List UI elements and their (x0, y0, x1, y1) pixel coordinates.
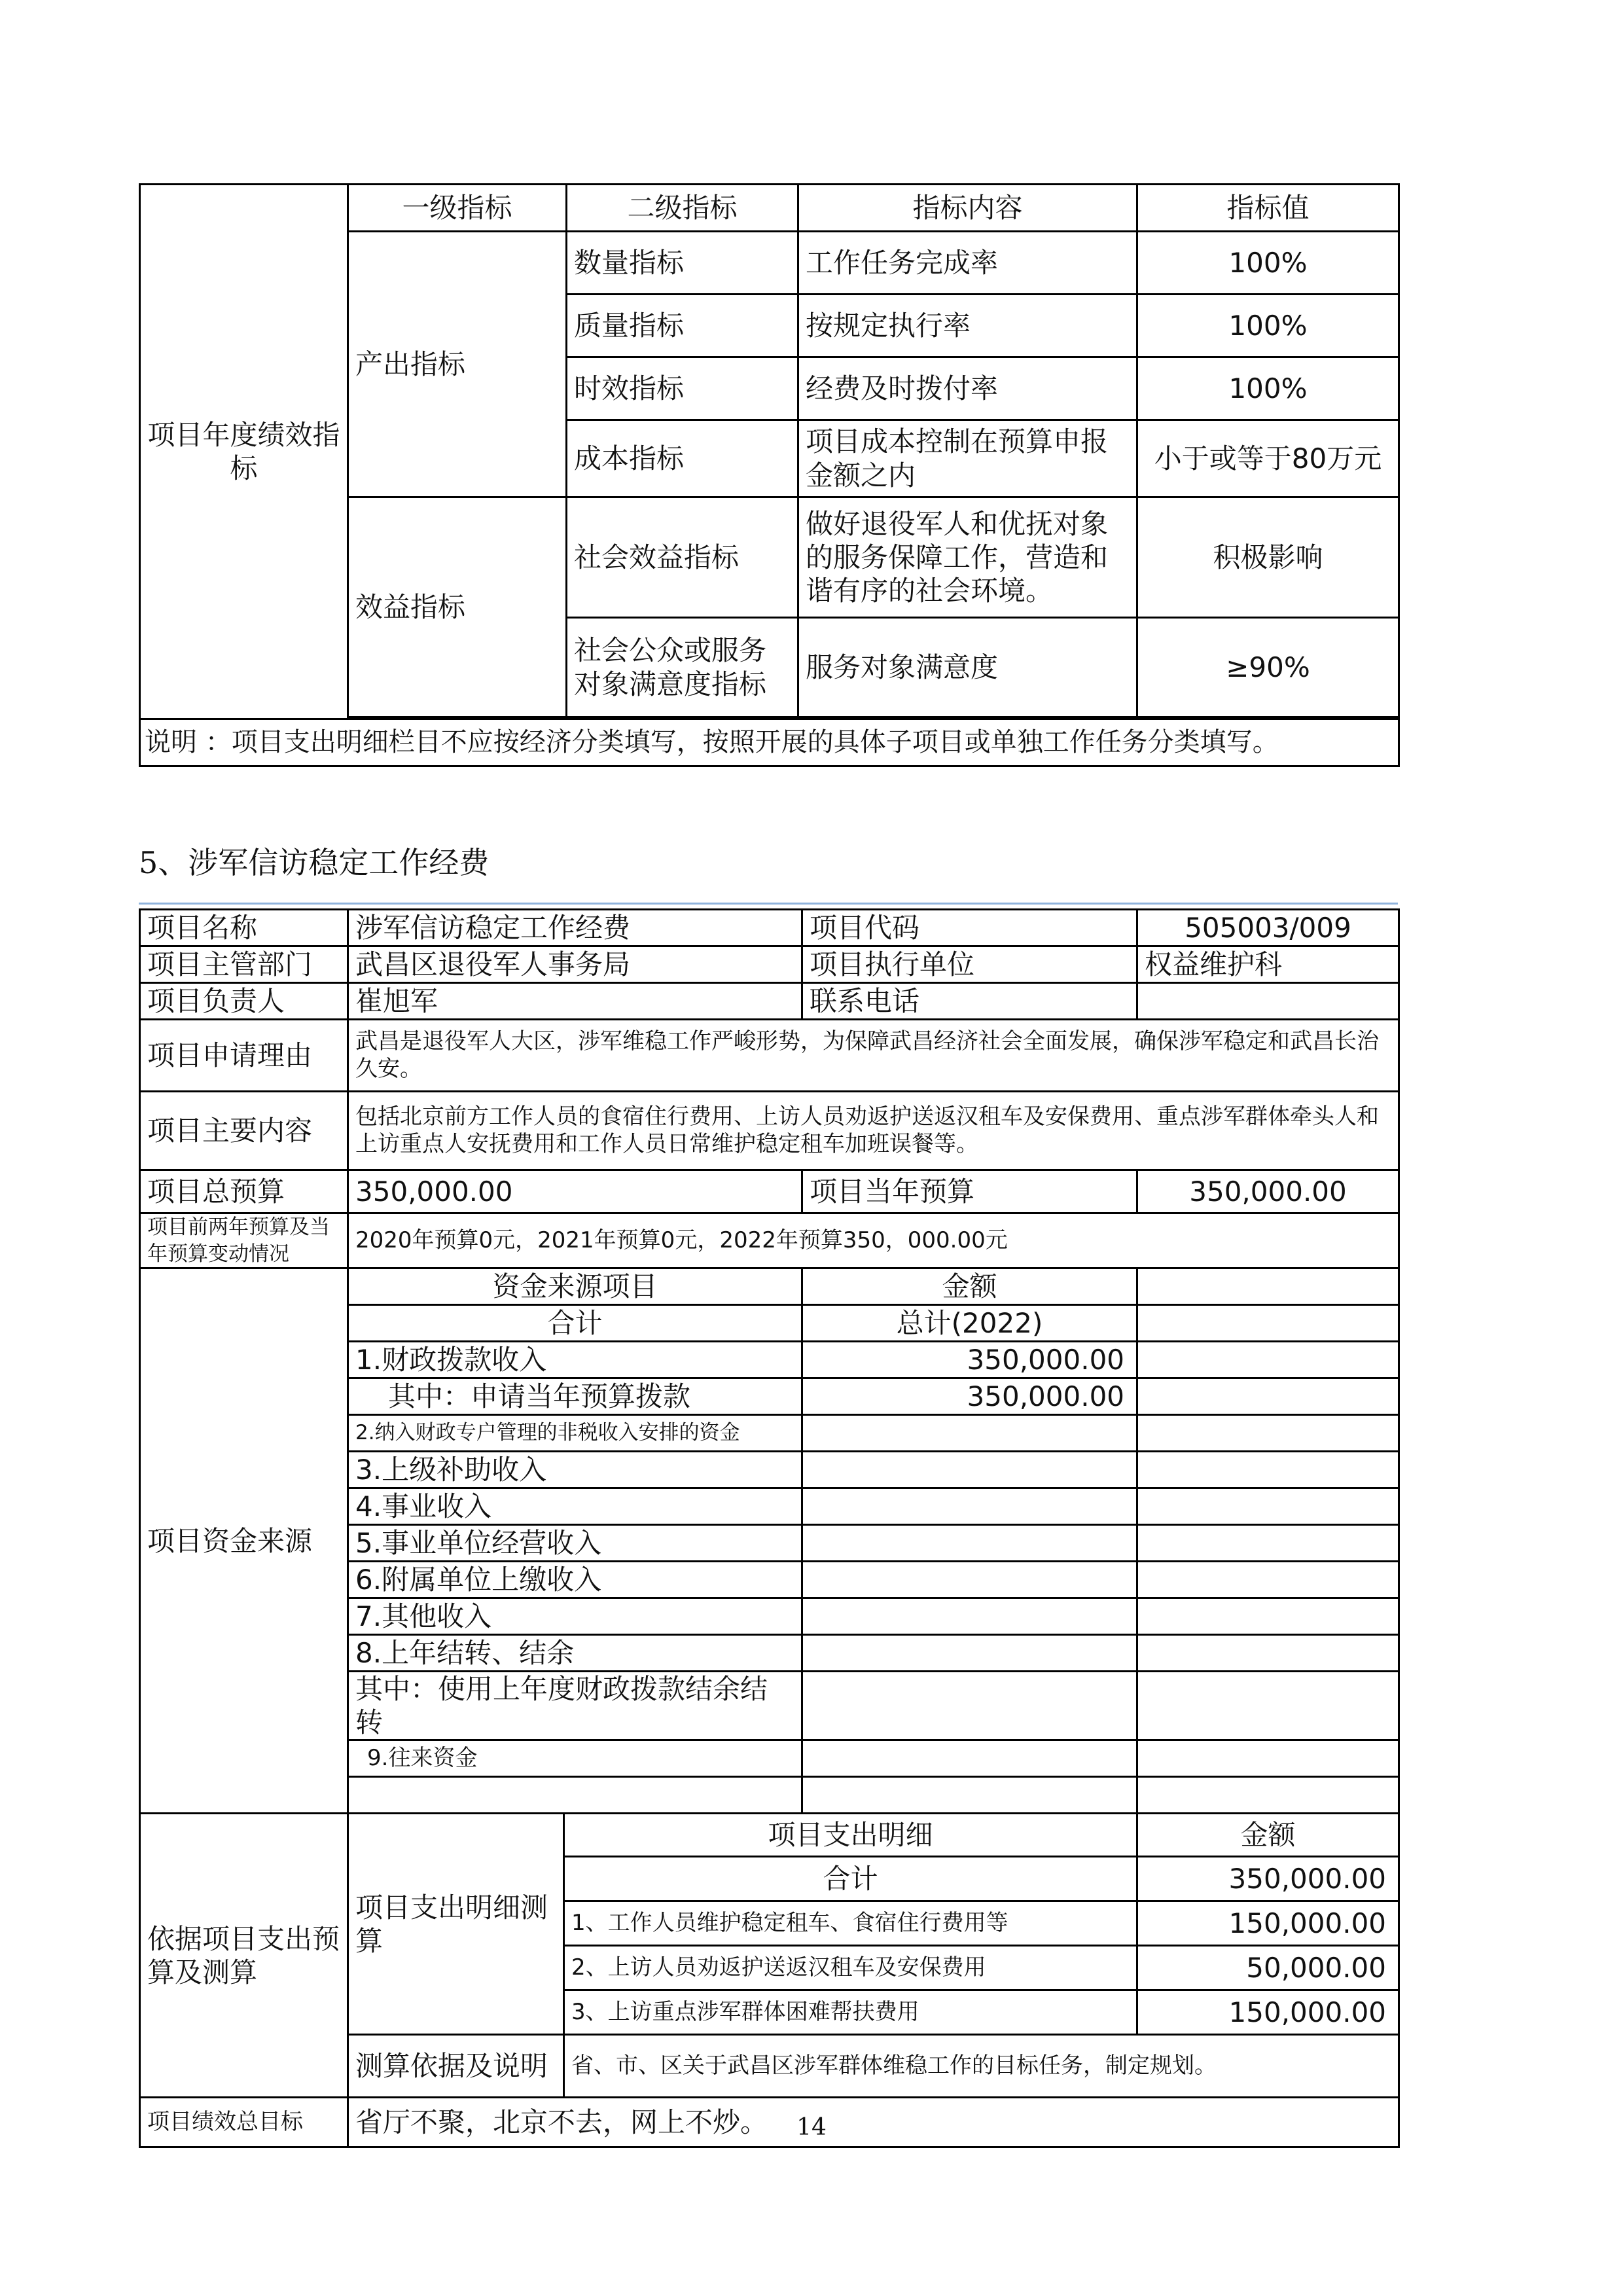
project-table (139, 908, 1400, 2148)
detail-label: 项目支出明细测算 (348, 1814, 564, 2035)
dept-label: 项目主管部门 (140, 946, 348, 983)
benefit-content: 做好退役军人和优抚对象的服务保障工作，营造和谐有序的社会环境。 (798, 497, 1137, 618)
funding-row-amount (802, 1488, 1137, 1525)
current-label: 项目当年预算 (802, 1170, 1137, 1213)
benefit-group-label: 效益指标 (348, 497, 567, 717)
funding-row-label: 7.其他收入 (348, 1598, 802, 1635)
output-content: 按规定执行率 (798, 295, 1137, 357)
total-label: 项目总预算 (140, 1170, 348, 1213)
funding-row-amount (802, 1777, 1137, 1814)
funding-row-label: 2.纳入财政专户管理的非税收入安排的资金 (348, 1415, 802, 1452)
benefit-level2: 社会公众或服务对象满意度指标 (567, 618, 798, 717)
benefit-value: 积极影响 (1137, 497, 1399, 618)
benefit-content: 服务对象满意度 (798, 618, 1137, 717)
funding-row-amount (802, 1525, 1137, 1562)
detail-amount-header: 金额 (1137, 1814, 1399, 1857)
header-level2: 二级指标 (567, 185, 798, 232)
funding-row-label (348, 1777, 802, 1814)
detail-header: 项目支出明细 (564, 1814, 1137, 1857)
name-label: 项目名称 (140, 910, 348, 946)
total-value: 350,000.00 (348, 1170, 802, 1213)
prev-label: 项目前两年预算及当年预算变动情况 (140, 1213, 348, 1268)
page-number: 14 (796, 2114, 827, 2141)
funding-row-label: 5.事业单位经营收入 (348, 1525, 802, 1562)
output-value: 100% (1137, 295, 1399, 357)
benefit-level2: 社会效益指标 (567, 497, 798, 618)
content-label: 项目主要内容 (140, 1092, 348, 1170)
funding-row-amount (802, 1415, 1137, 1452)
calc-label: 测算依据及说明 (348, 2035, 564, 2098)
name-value: 涉军信访稳定工作经费 (348, 910, 802, 946)
header-content: 指标内容 (798, 185, 1137, 232)
output-level2: 时效指标 (567, 357, 798, 420)
detail-total-value: 350,000.00 (1137, 1857, 1399, 1901)
benefit-value: ≥90% (1137, 618, 1399, 717)
detail-row-amount: 50,000.00 (1137, 1946, 1399, 1990)
code-label: 项目代码 (802, 910, 1137, 946)
exec-value: 权益维护科 (1137, 946, 1399, 983)
section-heading: 5、涉军信访稳定工作经费 (139, 845, 490, 880)
performance-row-label: 项目年度绩效指标 (140, 185, 348, 719)
output-value: 100% (1137, 232, 1399, 295)
header-value: 指标值 (1137, 185, 1399, 232)
detail-row-amount: 150,000.00 (1137, 1901, 1399, 1946)
dept-value: 武昌区退役军人事务局 (348, 946, 802, 983)
owner-value: 崔旭军 (348, 983, 802, 1020)
goal-value: 省厅不聚，北京不去，网上不炒。 (348, 2098, 1399, 2147)
content-value: 包括北京前方工作人员的食宿住行费用、上访人员劝返护送返汉租车及安保费用、重点涉军群体牵头人和上访重点人安抚费用和工作人员日常维护稳定租车加班误餐等。 (348, 1092, 1399, 1170)
funding-row-label: 其中：使用上年度财政拨款结余结转 (348, 1672, 802, 1740)
funding-row-label: 9.往来资金 (348, 1740, 802, 1777)
funding-row-amount (802, 1635, 1137, 1672)
output-content: 经费及时拨付率 (798, 357, 1137, 420)
calc-value: 省、市、区关于武昌区涉军群体维稳工作的目标任务，制定规划。 (564, 2035, 1399, 2098)
funding-row-label: 1.财政拨款收入 (348, 1342, 802, 1378)
detail-row-label: 1、工作人员维护稳定租车、食宿住行费用等 (564, 1901, 1137, 1946)
current-value: 350,000.00 (1137, 1170, 1399, 1213)
funding-row-amount (802, 1672, 1137, 1740)
funding-row-amount (802, 1598, 1137, 1635)
funding-row-amount (802, 1740, 1137, 1777)
output-level2: 成本指标 (567, 420, 798, 497)
detail-row-label: 2、上访人员劝返护送返汉租车及安保费用 (564, 1946, 1137, 1990)
phone-label: 联系电话 (802, 983, 1137, 1020)
exec-label: 项目执行单位 (802, 946, 1137, 983)
owner-label: 项目负责人 (140, 983, 348, 1020)
prev-value: 2020年预算0元，2021年预算0元，2022年预算350，000.00元 (348, 1213, 1399, 1268)
detail-row-label: 3、上访重点涉军群体困难帮扶费用 (564, 1990, 1137, 2035)
funding-row-label: 8.上年结转、结余 (348, 1635, 802, 1672)
reason-label: 项目申请理由 (140, 1020, 348, 1092)
divider (139, 903, 1398, 905)
funding-row-label: 3.上级补助收入 (348, 1452, 802, 1488)
output-content: 工作任务完成率 (798, 232, 1137, 295)
goal-label: 项目绩效总目标 (140, 2098, 348, 2147)
phone-value (1137, 983, 1399, 1020)
funding-total-year: 总计(2022) (802, 1305, 1137, 1342)
funding-row-amount: 350,000.00 (802, 1342, 1137, 1378)
funding-row-amount: 350,000.00 (802, 1378, 1137, 1415)
funding-row-amount (802, 1562, 1137, 1598)
reason-value: 武昌是退役军人大区，涉军维稳工作严峻形势，为保障武昌经济社会全面发展，确保涉军稳定和武昌长治久安。 (348, 1020, 1399, 1092)
basis-label: 依据项目支出预算及测算 (140, 1814, 348, 2098)
output-value: 100% (1137, 357, 1399, 420)
performance-table (139, 183, 1400, 767)
funding-label: 项目资金来源 (140, 1268, 348, 1814)
code-value: 505003/009 (1137, 910, 1399, 946)
funding-row-amount (802, 1452, 1137, 1488)
detail-total-label: 合计 (564, 1857, 1137, 1901)
funding-header-amount: 金额 (802, 1268, 1137, 1305)
table-note: 说明 ：项目支出明细栏目不应按经济分类填写，按照开展的具体子项目或单独工作任务分类填写。 (140, 719, 1399, 766)
funding-header-item: 资金来源项目 (348, 1268, 802, 1305)
output-content: 项目成本控制在预算申报金额之内 (798, 420, 1137, 497)
funding-total-label: 合计 (348, 1305, 802, 1342)
detail-row-amount: 150,000.00 (1137, 1990, 1399, 2035)
funding-row-label: 其中：申请当年预算拨款 (348, 1378, 802, 1415)
funding-row-label: 6.附属单位上缴收入 (348, 1562, 802, 1598)
output-group-label: 产出指标 (348, 232, 567, 497)
funding-row-label: 4.事业收入 (348, 1488, 802, 1525)
output-level2: 数量指标 (567, 232, 798, 295)
header-level1: 一级指标 (348, 185, 567, 232)
output-level2: 质量指标 (567, 295, 798, 357)
output-value: 小于或等于80万元 (1137, 420, 1399, 497)
